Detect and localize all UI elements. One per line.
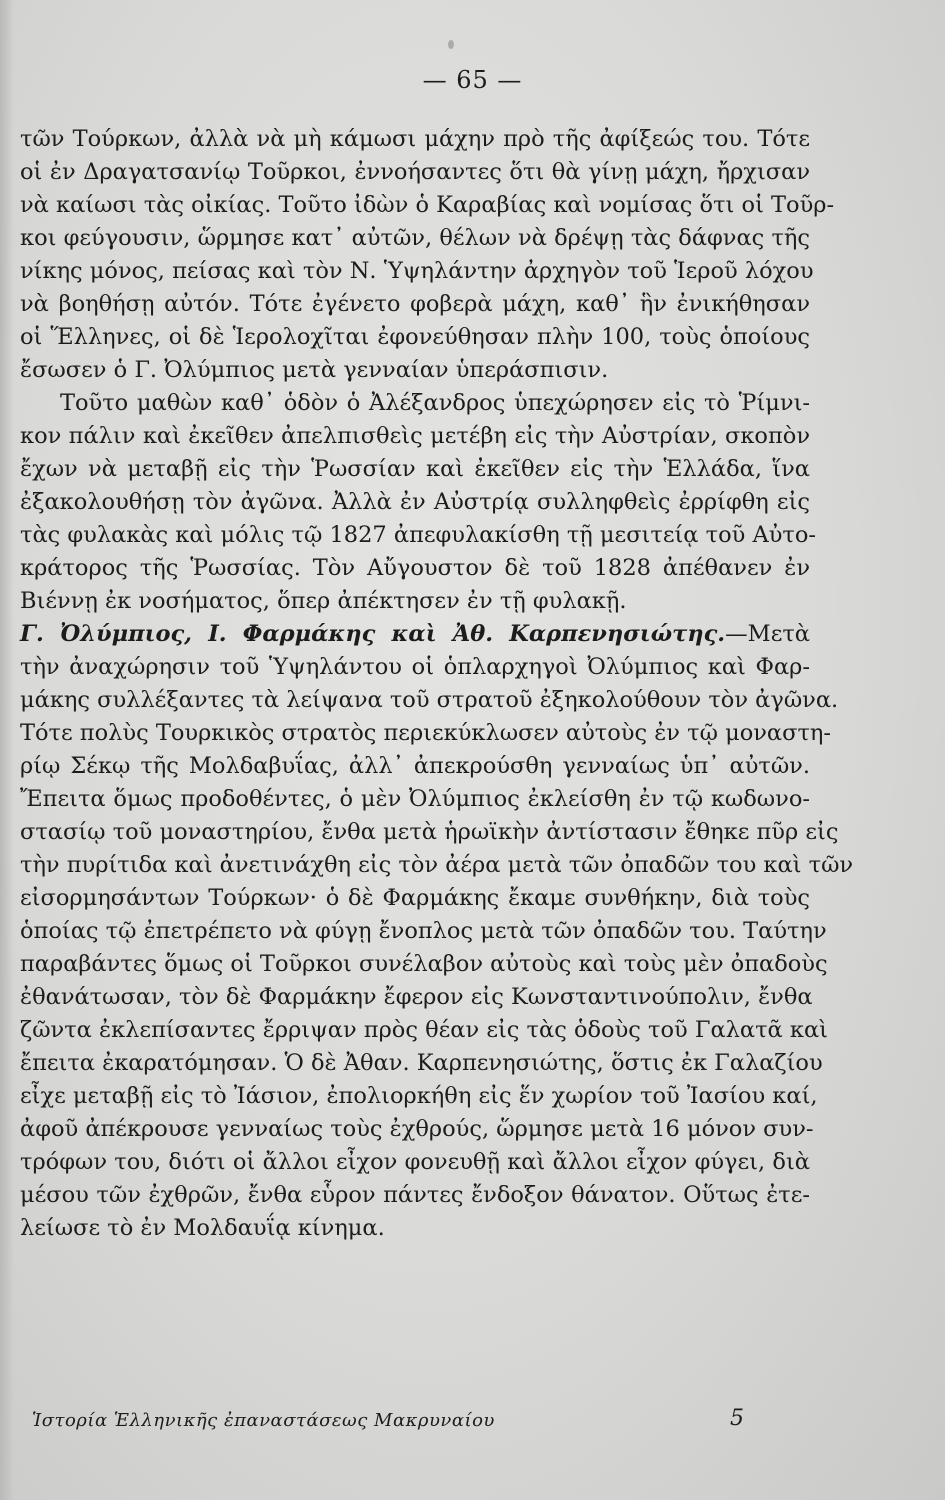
text-line: νὰ καίωσι τὰς οἰκίας. Τοῦτο ἰδὼν ὁ Καραβίας καὶ νομίσας ὅτι οἱ Τοῦρ- [20,192,835,218]
section-heading-continuation: —Μετὰ [725,621,810,647]
page-edge-shadow [0,0,14,1500]
text-line: τρόφων του, διότι οἱ ἄλλοι εἶχον φονευθῇ καὶ ἄλλοι εἶχον φύγει, διὰ [20,1149,810,1175]
text-line: τῶν Τούρκων, ἀλλὰ νὰ μὴ κάμωσι μάχην πρὸ τῆς ἀφίξεώς του. Τότε [20,126,810,152]
text-line: Τότε πολὺς Τουρκικὸς στρατὸς περιεκύκλωσεν αὐτοὺς ἐν τῷ μοναστη- [20,720,831,746]
text-line: κράτορος τῆς Ῥωσσίας. Τὸν Αὔγουστον δὲ τοῦ 1828 ἀπέθανεν ἐν [20,555,810,581]
page-number: — 65 — [422,66,523,94]
text-line: μέσου τῶν ἐχθρῶν, ἔνθα εὗρον πάντες ἔνδοξον θάνατον. Οὕτως ἐτε- [20,1182,810,1208]
text-line: ρίῳ Σέκῳ τῆς Μολδαβυΐας, ἀλλ᾽ ἀπεκρούσθη γενναίως ὑπ᾽ αὐτῶν. [20,753,810,779]
text-line: ἔσωσεν ὁ Γ. Ὀλύμπιος μετὰ γενναίαν ὑπεράσπισιν. [20,357,609,383]
text-line: παραβάντες ὅμως οἱ Τοῦρκοι συνέλαβον αὐτοὺς καὶ τοὺς μὲν ὀπαδοὺς [20,951,828,977]
text-line: τὴν πυρίτιδα καὶ ἀνετινάχθη εἰς τὸν ἀέρα μετὰ τῶν ὀπαδῶν του καὶ τῶν [20,852,854,878]
text-line: νὰ βοηθήσῃ αὐτόν. Τότε ἐγένετο φοβερὰ μάχη, καθ᾽ ἣν ἐνικήθησαν [20,291,810,317]
text-line: οἱ ἐν Δραγατσανίῳ Τοῦρκοι, ἐννοήσαντες ὅτι θὰ γίνῃ μάχη, ἤρχισαν [20,159,810,185]
section-heading [20,619,810,649]
text-line: ἐξακολουθήσῃ τὸν ἀγῶνα. Ἀλλὰ ἐν Αὐστρίᾳ συλληφθεὶς ἐρρίφθη εἰς [20,489,810,515]
text-line: οἱ Ἕλληνες, οἱ δὲ Ἱερολοχῖται ἐφονεύθησαν πλὴν 100, τοὺς ὁποίους [20,324,810,350]
text-line: λείωσε τὸ ἐν Μολδαυΐᾳ κίνημα. [20,1215,385,1241]
text-line: ἔχων νὰ μεταβῇ εἰς τὴν Ῥωσσίαν καὶ ἐκεῖθεν εἰς τὴν Ἑλλάδα, ἵνα [20,456,810,482]
text-line: Βιέννῃ ἐκ νοσήματος, ὅπερ ἀπέκτησεν ἐν τῇ φυλακῇ. [20,588,627,614]
text-line: Ἔπειτα ὅμως προδοθέντες, ὁ μὲν Ὀλύμπιος ἐκλείσθη ἐν τῷ κωδωνο- [20,786,810,812]
text-line: νίκης μόνος, πείσας καὶ τὸν Ν. Ὑψηλάντην ἀρχηγὸν τοῦ Ἱεροῦ λόχου [20,258,814,284]
text-line: ἔπειτα ἐκαρατόμησαν. Ὁ δὲ Ἀθαν. Καρπενησιώτης, ὅστις ἐκ Γαλαζίου [20,1050,823,1076]
text-line: εἶχε μεταβῇ εἰς τὸ Ἰάσιον, ἐπολιορκήθη εἰς ἕν χωρίον τοῦ Ἰασίου καί, [20,1083,818,1109]
text-line: κον πάλιν καὶ ἐκεῖθεν ἀπελπισθεὶς μετέβη εἰς τὴν Αὐστρίαν, σκοπὸν [20,423,810,449]
text-line: ὁποίας τῷ ἐπετρέπετο νὰ φύγῃ ἔνοπλος μετὰ τῶν ὀπαδῶν του. Ταύτην [20,918,827,944]
text-line: Τοῦτο μαθὼν καθ᾽ ὁδὸν ὁ Ἀλέξανδρος ὑπεχώρησεν εἰς τὸ Ῥίμνι- [60,390,810,416]
text-line: τὰς φυλακὰς καὶ μόλις τῷ 1827 ἀπεφυλακίσθη τῇ μεσιτείᾳ τοῦ Αὐτο- [20,522,816,548]
text-line: μάκης συλλέξαντες τὰ λείψανα τοῦ στρατοῦ ἐξηκολούθουν τὸν ἀγῶνα. [20,687,839,713]
footer-title: Ἱστορία Ἑλληνικῆς ἐπαναστάσεως Μακρυναίου [32,1410,495,1431]
text-line: κοι φεύγουσιν, ὥρμησε κατ᾽ αὐτῶν, θέλων νὰ δρέψῃ τὰς δάφνας τῆς [20,225,810,251]
text-line: εἰσορμησάντων Τούρκων· ὁ δὲ Φαρμάκης ἔκαμε συνθήκην, διὰ τοὺς [20,885,810,911]
text-line: ἐθανάτωσαν, τὸν δὲ Φαρμάκην ἔφερον εἰς Κωνσταντινούπολιν, ἔνθα [20,984,813,1010]
text-line: ζῶντα ἐκλεπίσαντες ἔρριψαν πρὸς θέαν εἰς τὰς ὁδοὺς τοῦ Γαλατᾶ καὶ [20,1017,828,1043]
text-line: στασίῳ τοῦ μοναστηρίου, ἔνθα μετὰ ἡρωϊκὴν ἀντίστασιν ἔθηκε πῦρ εἰς [20,819,839,845]
footer-signature-number: 5 [730,1406,744,1431]
ink-speck [448,40,454,49]
text-line: τὴν ἀναχώρησιν τοῦ Ὑψηλάντου οἱ ὁπλαρχηγοὶ Ὀλύμπιος καὶ Φαρ- [20,654,810,680]
text-line: ἀφοῦ ἀπέκρουσε γενναίως τοὺς ἐχθρούς, ὥρμησε μετὰ 16 μόνον συν- [20,1116,814,1142]
section-heading-title: Γ. Ὀλύμπιος, Ι. Φαρμάκης καὶ Ἀθ. Καρπενησιώτης. [20,621,726,647]
